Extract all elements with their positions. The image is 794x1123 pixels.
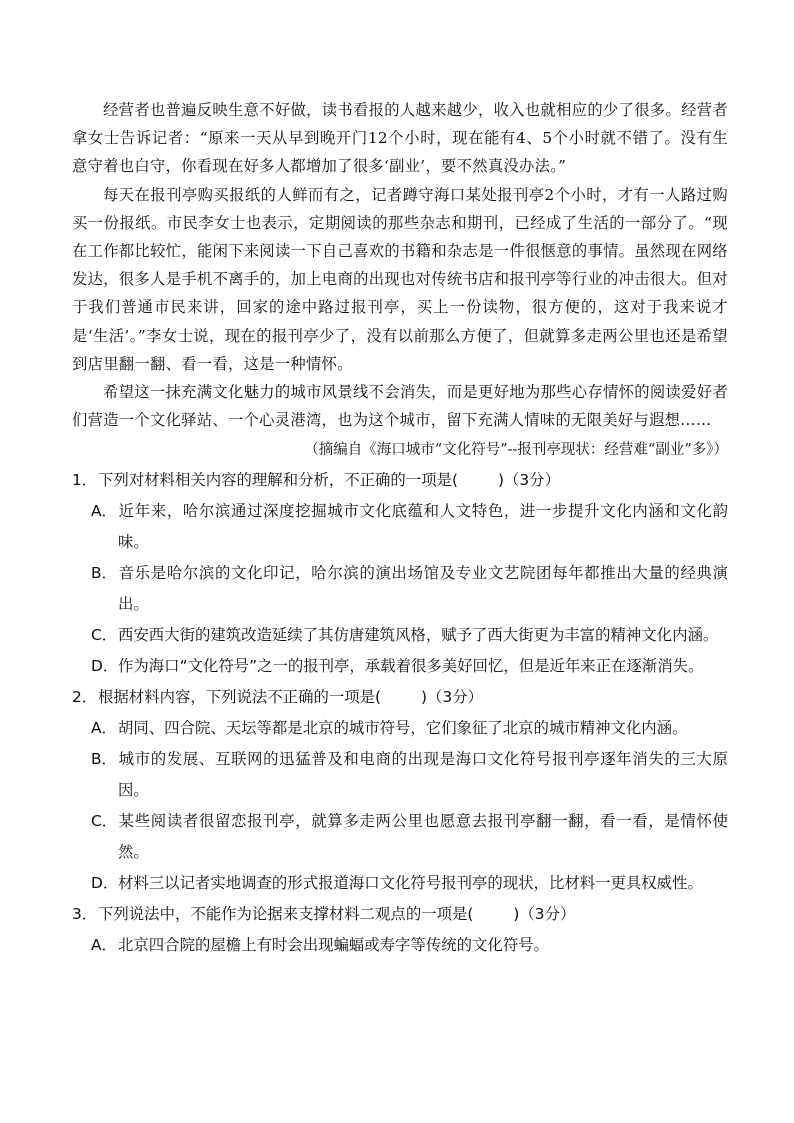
reading-passage [72, 96, 728, 465]
option-d: D．材料三以记者实地调查的形式报道海口文化符号报刊亭的现状，比材料一更具权威性。 [91, 874, 703, 893]
question-3 [72, 899, 728, 961]
question-points: )（3分） [498, 471, 560, 490]
option-b: B．城市的发展、互联网的迅猛普及和电商的出现是海口文化符号报刊亭逐年消失的三大原因。 [91, 750, 728, 800]
option-b: B．音乐是哈尔滨的文化印记，哈尔滨的演出场馆及专业文艺院团每年都推出大量的经典演出。 [91, 564, 728, 614]
question-stem [72, 682, 728, 713]
option-a: A．近年来，哈尔滨通过深度挖掘城市文化底蕴和人文特色，进一步提升文化内涵和文化韵味。 [91, 502, 728, 552]
question-1 [72, 465, 728, 682]
option-c: C．某些阅读者很留恋报刊亭，就算多走两公里也愿意去报刊亭翻一翻，看一看，是情怀使然。 [91, 812, 728, 862]
passage-paragraph: 经营者也普遍反映生意不好做，读书看报的人越来越少，收入也就相应的少了很多。经营者拿女士告诉记者：“原来一天从早到晚开门12个小时，现在能有4、5个小时就不错了。没有生意守着也白守，你看现在好多人都增加了很多‘副业’，要不然真没办法。” [72, 101, 728, 176]
passage-paragraph: 每天在报刊亭购买报纸的人鲜而有之，记者蹲守海口某处报刊亭2个小时，才有一人路过购买一份报纸。市民李女士也表示，定期阅读的那些杂志和期刊，已经成了生活的一部分了。“现在工作都比较忙，能闲下来阅读一下自己喜欢的书籍和杂志是一件很惬意的事情。虽然现在网络发达，很多人是手机不离手的，加上电商的出现也对传统书店和报刊亭等行业的冲击很大。但对于我们普通市民来讲，回家的途中路过报刊亭，买上一份读物，很方便的，这对于我来说才是‘生活’。”李女士说，现在的报刊亭少了，没有以前那么方便了，但就算多走两公里也还是希望到店里翻一翻、看一看，这是一种情怀。 [72, 185, 728, 373]
question-text: 下列对材料相关内容的理解和分析，不正确的一项是( [98, 471, 458, 490]
question-points: )（3分） [421, 688, 484, 707]
question-number: 1． [72, 471, 98, 490]
question-2 [72, 682, 728, 899]
option-d: D．作为海口“文化符号”之一的报刊亭，承载着很多美好回忆，但是近年来正在逐渐消失。 [91, 657, 704, 676]
option-c: C．西安西大街的建筑改造延续了其仿唐建筑风格，赋予了西大街更为丰富的精神文化内涵。 [91, 626, 719, 645]
question-stem [72, 899, 728, 930]
passage-paragraph: 希望这一抹充满文化魅力的城市风景线不会消失，而是更好地为那些心存情怀的阅读爱好者们营造一个文化驿站、一个心灵港湾，也为这个城市，留下充满人情味的无限美好与遐想…… [72, 383, 728, 430]
question-points: )（3分） [513, 905, 576, 924]
question-text: 根据材料内容，下列说法不正确的一项是( [98, 688, 382, 707]
document-page [72, 96, 728, 961]
question-number: 2． [72, 688, 98, 707]
option-a: A．胡同、四合院、天坛等都是北京的城市符号，它们象征了北京的城市精神文化内涵。 [91, 719, 688, 738]
option-a: A．北京四合院的屋檐上有时会出现蝙蝠或寿字等传统的文化符号。 [91, 936, 549, 955]
question-text: 下列说法中，不能作为论据来支撑材料二观点的一项是( [98, 905, 474, 924]
question-stem [72, 465, 728, 496]
passage-source: （摘编自《海口城市“文化符号”--报刊亭现状：经营难“副业”多》） [304, 442, 728, 459]
question-number: 3． [72, 905, 98, 924]
